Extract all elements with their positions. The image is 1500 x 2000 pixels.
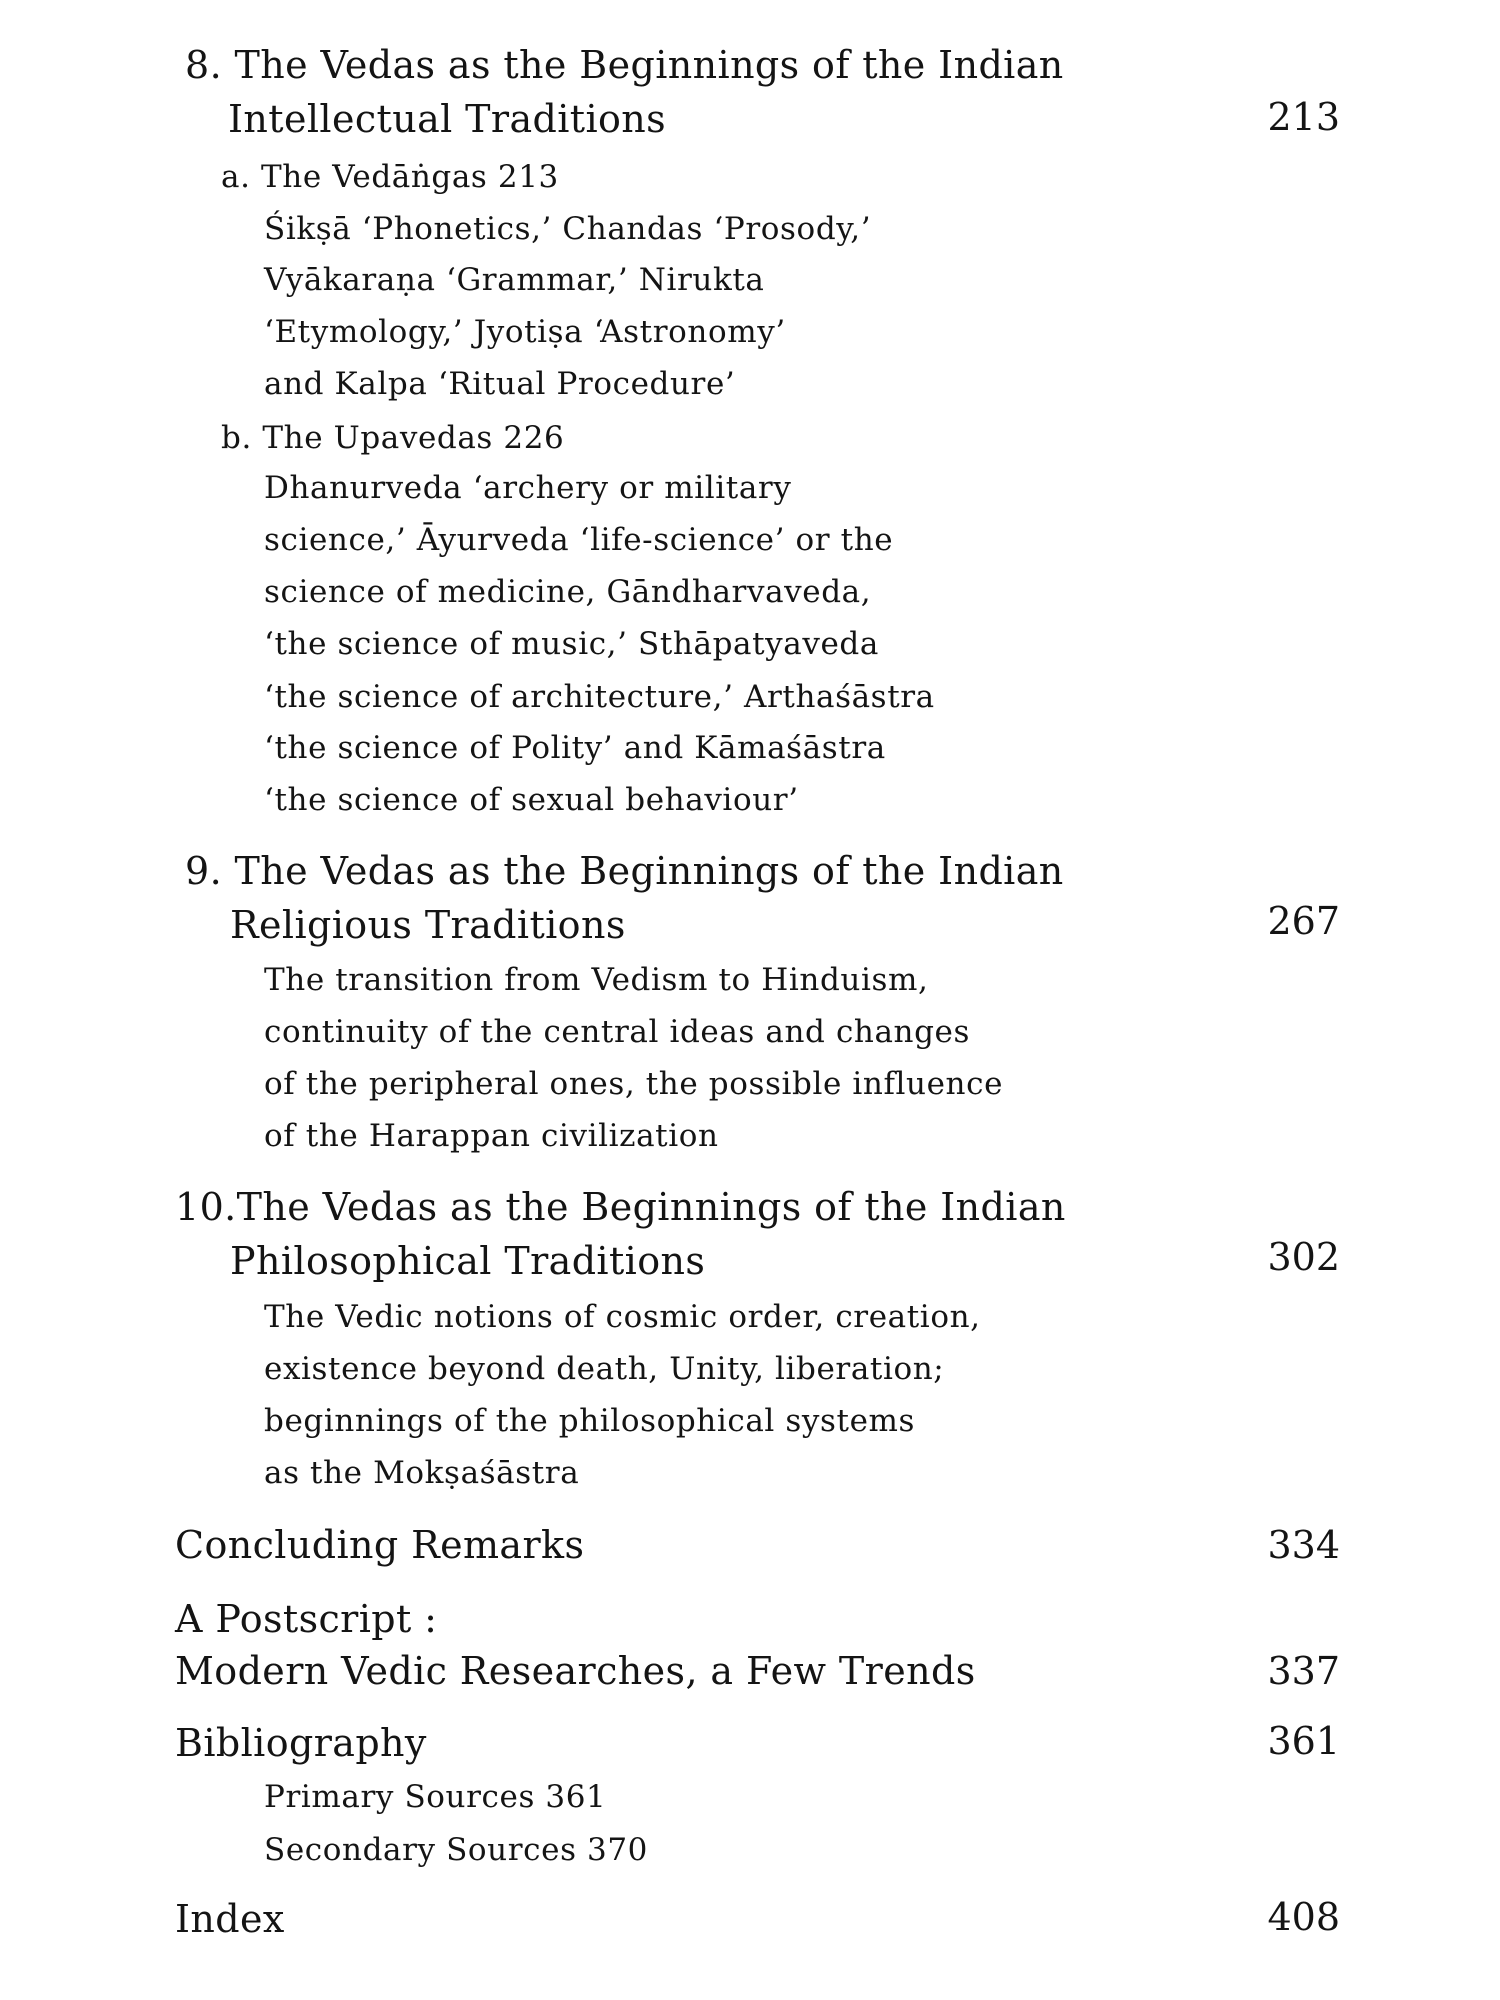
chapter-8-sub-a-heading: a. The Vedāṅgas 213	[221, 159, 559, 195]
chapter-10-desc-line: existence beyond death, Unity, liberation;	[264, 1351, 945, 1387]
chapter-10-title-line1: 10.The Vedas as the Beginnings of the Indian	[175, 1185, 1066, 1229]
chapter-8-sub-a-line: and Kalpa ‘Ritual Procedure’	[264, 366, 736, 402]
chapter-8-sub-b-heading: b. The Upavedas 226	[221, 420, 565, 456]
chapter-9-title-line2: Religious Traditions	[230, 903, 626, 947]
chapter-9-page-number: 267	[1267, 899, 1340, 943]
bibliography-page-number: 361	[1267, 1719, 1340, 1763]
chapter-9-desc-line: of the Harappan civilization	[264, 1118, 719, 1154]
chapter-8-page-number: 213	[1267, 95, 1340, 139]
chapter-9-title-line1: 9. The Vedas as the Beginnings of the Indian	[185, 849, 1064, 893]
chapter-8-sub-b-line: Dhanurveda ‘archery or military	[264, 470, 792, 506]
bibliography-sub-line: Secondary Sources 370	[264, 1832, 649, 1868]
chapter-8-sub-b-line: science of medicine, Gāndharvaveda,	[264, 574, 872, 610]
chapter-8-sub-b-line: ‘the science of music,’ Sthāpatyaveda	[264, 626, 879, 662]
bibliography-title: Bibliography	[175, 1721, 427, 1765]
chapter-8-sub-b-line: ‘the science of sexual behaviour’	[264, 782, 799, 818]
chapter-9-desc-line: The transition from Vedism to Hinduism,	[264, 962, 929, 998]
postscript-page-number: 337	[1267, 1649, 1340, 1693]
chapter-8-sub-a-line: ‘Etymology,’ Jyotiṣa ‘Astronomy’	[264, 314, 786, 350]
chapter-8-title-line2: Intellectual Traditions	[228, 97, 667, 141]
chapter-10-desc-line: The Vedic notions of cosmic order, creation,	[264, 1299, 981, 1335]
postscript-title-line1: A Postscript :	[175, 1597, 438, 1641]
concluding-remarks-title: Concluding Remarks	[175, 1523, 585, 1567]
index-page-number: 408	[1267, 1895, 1340, 1939]
concluding-remarks-page-number: 334	[1267, 1523, 1340, 1567]
postscript-title-line2: Modern Vedic Researches, a Few Trends	[175, 1649, 976, 1693]
chapter-8-sub-b-line: science,’ Āyurveda ‘life-science’ or the	[264, 522, 894, 558]
chapter-8-sub-b-line: ‘the science of Polity’ and Kāmaśāstra	[264, 730, 886, 766]
chapter-8-sub-a-line: Vyākaraṇa ‘Grammar,’ Nirukta	[264, 262, 765, 298]
chapter-10-title-line2: Philosophical Traditions	[230, 1239, 706, 1283]
chapter-8-title-line1: 8. The Vedas as the Beginnings of the Indian	[185, 43, 1064, 87]
chapter-9-desc-line: of the peripheral ones, the possible influence	[264, 1066, 1004, 1102]
chapter-10-desc-line: as the Mokṣaśāstra	[264, 1455, 580, 1491]
index-title: Index	[175, 1897, 285, 1941]
chapter-8-sub-a-line: Śikṣā ‘Phonetics,’ Chandas ‘Prosody,’	[264, 211, 872, 247]
chapter-10-desc-line: beginnings of the philosophical systems	[264, 1403, 916, 1439]
chapter-8-sub-b-line: ‘the science of architecture,’ Arthaśāstra	[264, 679, 935, 715]
chapter-9-desc-line: continuity of the central ideas and changes	[264, 1014, 971, 1050]
chapter-10-page-number: 302	[1267, 1235, 1340, 1279]
bibliography-sub-line: Primary Sources 361	[264, 1779, 607, 1815]
